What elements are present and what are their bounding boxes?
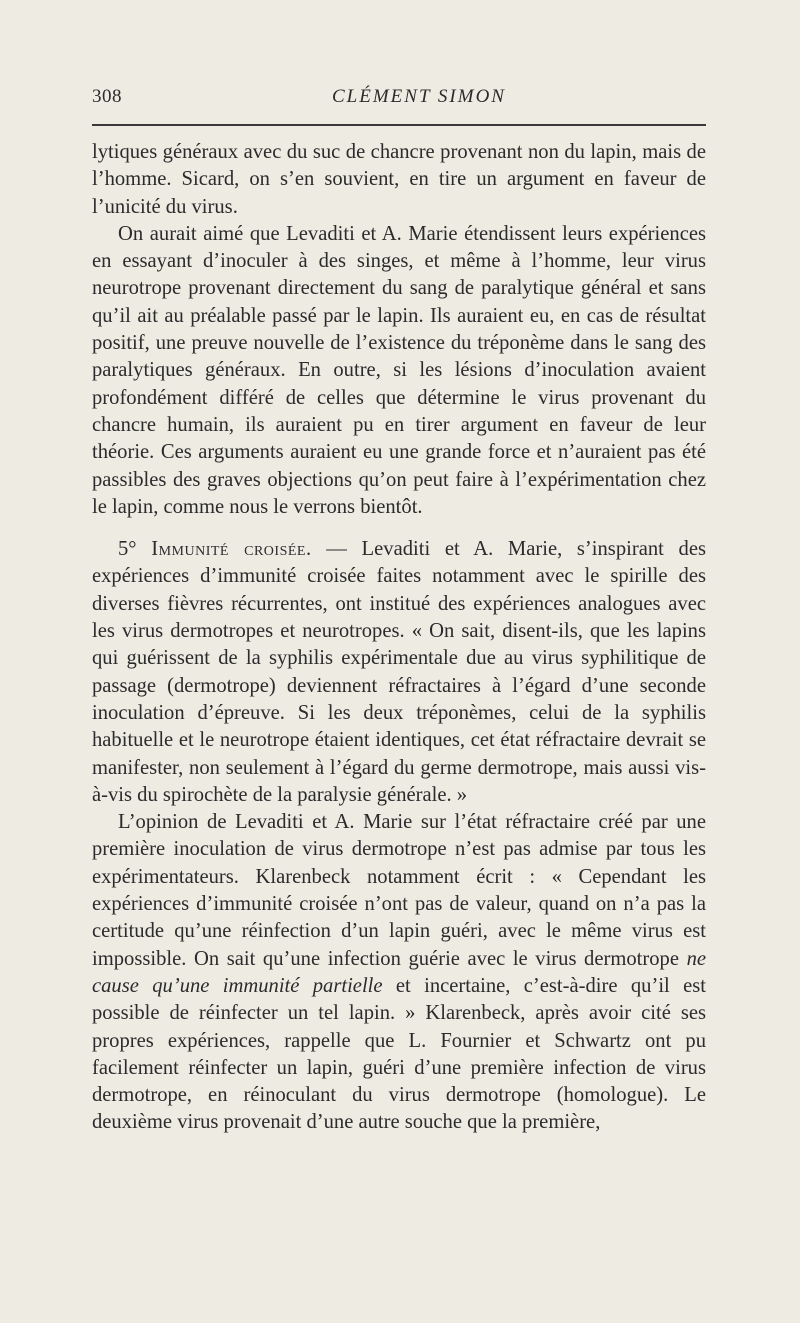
page-number: 308 bbox=[92, 86, 122, 107]
running-title: CLÉMENT SIMON bbox=[332, 86, 506, 107]
body-text bbox=[92, 139, 706, 1137]
page-header bbox=[92, 86, 706, 118]
paragraph-4-text-b: et incertaine, c’est-à-dire qu’il est possible de réinfecter un tel lapin. » Klarenbeck, après avoir cité ses propres expériences, rappelle que L. Fournier et Schwartz ont pu facilement réinfecter un lapin, guéri d’une première infection de virus dermotrope, en réinoculant du virus dermotrope (homologue). Le deuxième virus provenait d’une autre souche que la première, bbox=[92, 974, 706, 1134]
section-heading: Immunité croisée. bbox=[151, 538, 312, 561]
paragraph-4 bbox=[92, 809, 706, 1137]
paragraph-3 bbox=[92, 536, 706, 809]
header-rule bbox=[92, 124, 706, 126]
paragraph-2: On aurait aimé que Levaditi et A. Marie étendissent leurs expériences en essayant d’inoculer à des singes, et même à l’homme, leur virus neurotrope provenant directement du sang de paralytique général et sans qu’il ait au préalable passé par le lapin. Ils auraient eu, en cas de résultat positif, une preuve nouvelle de l’existence du tréponème dans le sang des paralytiques généraux. En outre, si les lésions d’inoculation avaient profondément différé de celles que détermine le virus provenant du chancre humain, ils auraient pu en tirer argument en faveur de leur théorie. Ces arguments auraient eu une grande force et n’auraient pas été passibles des graves objections qu’on peut faire à l’expérimentation chez le lapin, comme nous le verrons bientôt. bbox=[92, 222, 706, 518]
paragraph-1: lytiques généraux avec du suc de chancre provenant non du lapin, mais de l’homme. Sicard, on s’en souvient, en tire un argument en faveur de l’unicité du virus. bbox=[92, 141, 706, 218]
section-number: 5° bbox=[118, 538, 137, 561]
paragraph-3-text: — Levaditi et A. Marie, s’inspirant des expériences d’immunité croisée faites notamment avec le spirille des diverses fièvres récurrentes, ont institué des expériences analogues avec les virus dermotropes et neurotropes. « On sait, disent-ils, que les lapins qui guérissent de la syphilis expérimentale due au virus syphilitique de passage (dermotrope) deviennent réfractaires à l’égard d’une seconde inoculation d’épreuve. Si les deux tréponèmes, celui de la syphilis habituelle et le neurotrope étaient identiques, cet état réfractaire devrait se manifester, non seulement à l’égard du germe dermotrope, mais aussi vis-à-vis du spirochète de la paralysie générale. » bbox=[92, 538, 706, 806]
paragraph-4-italic: ne cause qu’une immunité partielle bbox=[92, 947, 706, 997]
paragraph-4-text-a: L’opinion de Levaditi et A. Marie sur l’état réfractaire créé par une première inoculation de virus dermotrope n’est pas admise par tous les expérimentateurs. Klarenbeck notamment écrit : « Cependant les expériences d’immunité croisée n’ont pas de valeur, quand on n’a pas la certitude qu’une réinfection d’un lapin guéri, avec le même virus est impossible. On sait qu’une infection guérie avec le virus dermotrope bbox=[92, 811, 706, 970]
